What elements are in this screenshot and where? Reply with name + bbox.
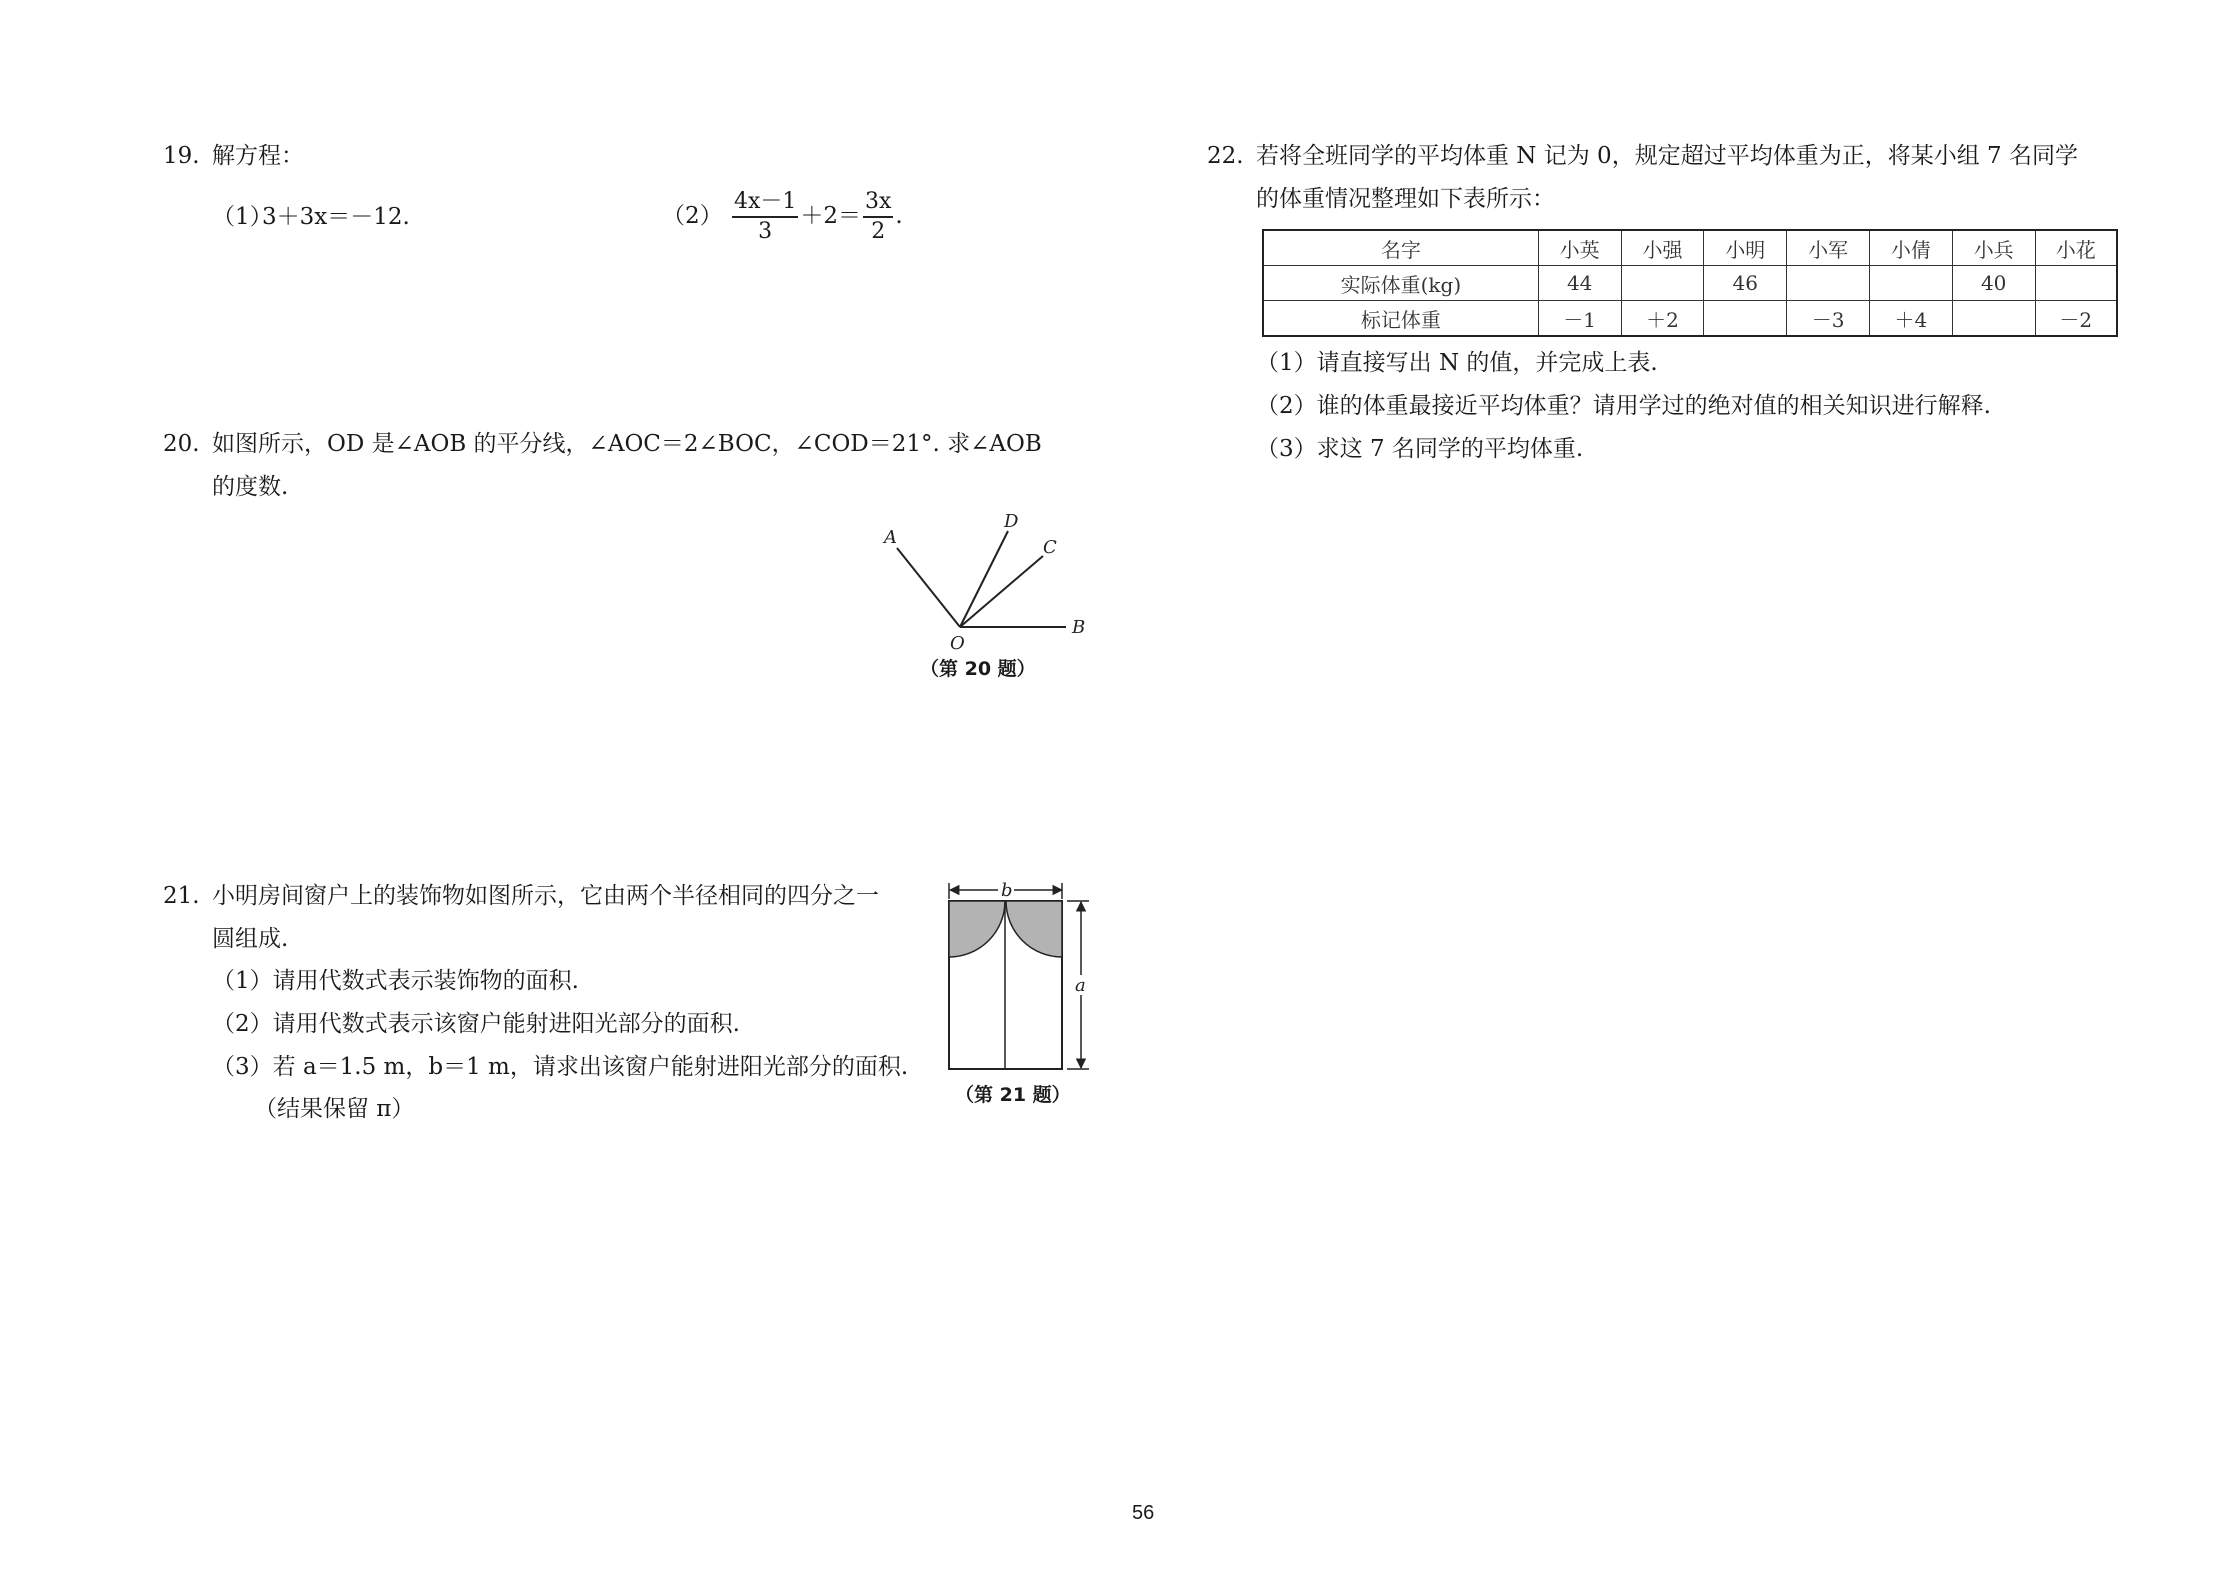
label-a: a — [1075, 975, 1086, 996]
table-row — [1263, 266, 2117, 301]
table-cell — [1952, 301, 2035, 337]
ray-oc — [960, 556, 1043, 627]
q19-number: 19. — [163, 143, 200, 169]
q20-angle-figure — [870, 505, 1100, 655]
table-cell: －3 — [1787, 301, 1870, 337]
table-header-cell: 小军 — [1787, 230, 1870, 266]
q19-fraction-right — [863, 188, 893, 246]
table-cell — [1787, 266, 1870, 301]
table-cell: 实际体重(kg) — [1263, 266, 1538, 301]
table-cell: 标记体重 — [1263, 301, 1538, 337]
q21-text-line2: 圆组成. — [212, 926, 289, 952]
q21-caption: （第 21 题） — [955, 1084, 1071, 1106]
table-header-cell: 小强 — [1621, 230, 1704, 266]
q22-part2: （2）谁的体重最接近平均体重？请用学过的绝对值的相关知识进行解释. — [1256, 393, 1991, 419]
q22-text-line2: 的体重情况整理如下表所示： — [1256, 186, 1555, 212]
label-d: D — [1004, 511, 1019, 532]
q21-window-figure — [945, 875, 1095, 1075]
table-cell — [1869, 266, 1952, 301]
q19-part2 — [662, 186, 903, 246]
q21-text-line1: 小明房间窗户上的装饰物如图所示，它由两个半径相同的四分之一 — [212, 883, 879, 909]
ray-od — [960, 531, 1008, 627]
q20-text-line1: 如图所示，OD 是∠AOB 的平分线，∠AOC＝2∠BOC，∠COD＝21°. 求∠AOB — [212, 431, 1042, 457]
label-b: b — [1001, 880, 1013, 901]
q21-part1: （1）请用代数式表示装饰物的面积. — [212, 968, 579, 994]
label-a: A — [884, 527, 897, 548]
q19-part1-equation: 3＋3x＝－12. — [262, 204, 410, 230]
table-row — [1263, 301, 2117, 337]
q19-part1-label: （1） — [212, 204, 273, 230]
q21-part3: （3）若 a＝1.5 m，b＝1 m，请求出该窗户能射进阳光部分的面积. — [212, 1054, 909, 1080]
q20-caption: （第 20 题） — [920, 658, 1036, 680]
table-header-cell: 小英 — [1538, 230, 1621, 266]
q22-part3: （3）求这 7 名同学的平均体重. — [1256, 436, 1584, 462]
table-header-row — [1263, 230, 2117, 266]
table-cell: 44 — [1538, 266, 1621, 301]
q22-text-line1: 若将全班同学的平均体重 N 记为 0，规定超过平均体重为正，将某小组 7 名同学 — [1256, 143, 2078, 169]
label-b: B — [1072, 617, 1086, 638]
table-cell — [2035, 266, 2117, 301]
q21-number: 21. — [163, 883, 200, 909]
table-cell — [1621, 266, 1704, 301]
table-header-cell: 小明 — [1704, 230, 1787, 266]
table-cell: 46 — [1704, 266, 1787, 301]
q19-title: 解方程： — [212, 143, 304, 169]
ray-oa — [897, 548, 960, 627]
table-header-cell: 小花 — [2035, 230, 2117, 266]
table-cell — [1704, 301, 1787, 337]
q21-part3-note: （结果保留 π） — [254, 1096, 415, 1122]
table-header-cell: 小兵 — [1952, 230, 2035, 266]
table-cell: －1 — [1538, 301, 1621, 337]
label-c: C — [1043, 537, 1057, 558]
q19-fraction-left-denominator: 3 — [758, 219, 773, 244]
table-cell: 40 — [1952, 266, 2035, 301]
q21-part2: （2）请用代数式表示该窗户能射进阳光部分的面积. — [212, 1011, 740, 1037]
page-number: 56 — [1132, 1502, 1155, 1524]
q19-part2-label: （2） — [662, 203, 723, 229]
q19-fraction-right-denominator: 2 — [871, 219, 886, 244]
table-header-cell: 名字 — [1263, 230, 1538, 266]
q22-number: 22. — [1207, 143, 1244, 169]
table-cell: ＋4 — [1869, 301, 1952, 337]
q20-number: 20. — [163, 431, 200, 457]
q19-fraction-left-numerator: 4x－1 — [732, 188, 798, 218]
table-cell: －2 — [2035, 301, 2117, 337]
table-header-cell: 小倩 — [1869, 230, 1952, 266]
label-o: O — [950, 633, 965, 654]
q20-text-line2: 的度数. — [212, 474, 289, 500]
table-cell: ＋2 — [1621, 301, 1704, 337]
q19-fraction-left — [732, 188, 798, 246]
q19-part2-middle: ＋2＝ — [800, 203, 861, 229]
q19-fraction-right-numerator: 3x — [863, 188, 893, 218]
q22-part1: （1）请直接写出 N 的值，并完成上表. — [1256, 350, 1658, 376]
weight-table — [1262, 229, 2118, 337]
q19-part2-end: . — [895, 203, 903, 229]
